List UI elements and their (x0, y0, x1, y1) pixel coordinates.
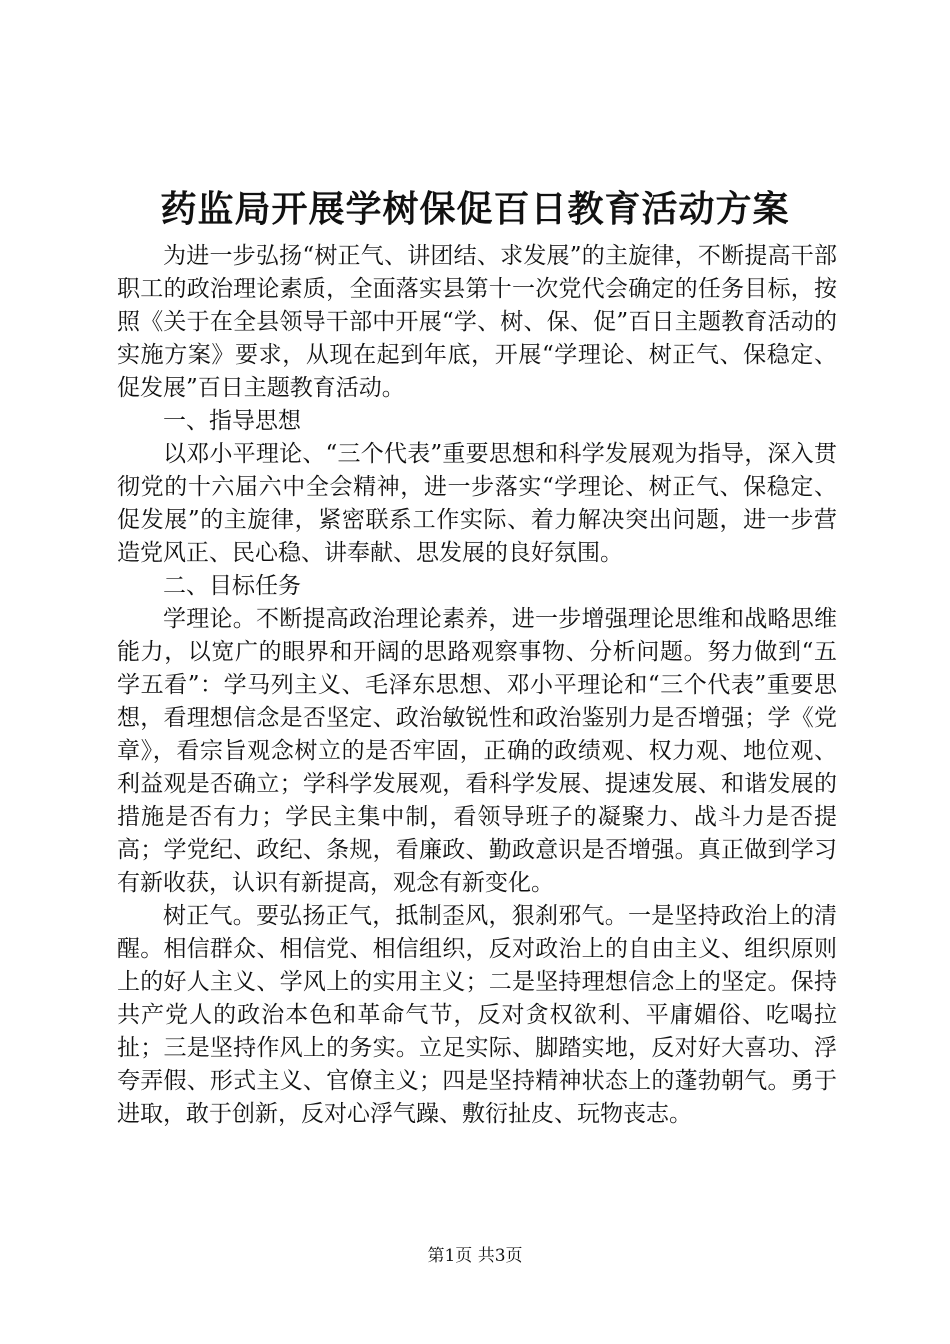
guiding-ideology-paragraph: 以邓小平理论、“三个代表”重要思想和科学发展观为指导，深入贯彻党的十六届六中全会精神，进一步落实“学理论、树正气、保稳定、促发展”的主旋律，紧密联系工作实际、着力解决突出问题，进一步营造党风正、民心稳、讲奉献、思发展的良好氛围。 (117, 441, 837, 566)
page-number-footer: 第1页 共3页 (427, 1246, 523, 1266)
intro-paragraph: 为进一步弘扬“树正气、讲团结、求发展”的主旋律，不断提高干部职工的政治理论素质，全面落实县第十一次党代会确定的任务目标，按照《关于在全县领导干部中开展“学、树、保、促”百日主题教育活动的实施方案》要求，从现在起到年底，开展“学理论、树正气、保稳定、促发展”百日主题教育活动。 (117, 243, 837, 401)
study-theory-paragraph: 学理论。不断提高政治理论素养，进一步增强理论思维和战略思维能力，以宽广的眼界和开阔的思路观察事物、分析问题。努力做到“五学五看”：学马列主义、毛泽东思想、邓小平理论和“三个代表”重要思想，看理想信念是否坚定、政治敏锐性和政治鉴别力是否增强；学《党章》，看宗旨观念树立的是否牢固，正确的政绩观、权力观、地位观、利益观是否确立；学科学发展观，看科学发展、提速发展、和谐发展的措施是否有力；学民主集中制，看领导班子的凝聚力、战斗力是否提高；学党纪、政纪、条规，看廉政、勤政意识是否增强。真正做到学习有新收获，认识有新提高，观念有新变化。 (117, 606, 837, 896)
document-body (117, 240, 837, 1131)
section-heading-goals-tasks: 二、目标任务 (163, 573, 301, 599)
uphold-righteousness-paragraph: 树正气。要弘扬正气，抵制歪风，狠刹邪气。一是坚持政治上的清醒。相信群众、相信党、相信组织，反对政治上的自由主义、组织原则上的好人主义、学风上的实用主义；二是坚持理想信念上的坚定。保持共产党人的政治本色和革命气节，反对贪权欲利、平庸媚俗、吃喝拉扯；三是坚持作风上的务实。立足实际、脚踏实地，反对好大喜功、浮夸弄假、形式主义、官僚主义；四是坚持精神状态上的蓬勃朝气。勇于进取，敢于创新，反对心浮气躁、敷衍扯皮、玩物丧志。 (117, 903, 837, 1127)
section-heading-guiding-ideology: 一、指导思想 (163, 408, 301, 434)
document-title: 药监局开展学树保促百日教育活动方案 (160, 188, 790, 230)
